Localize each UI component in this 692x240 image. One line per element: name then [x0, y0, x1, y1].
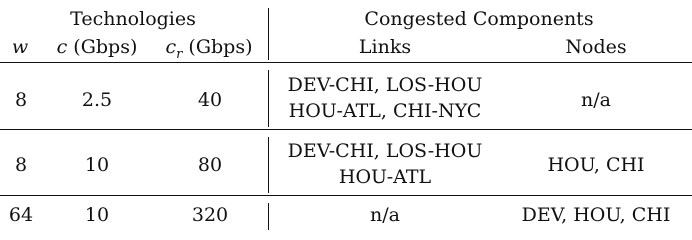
row-3-w: 64: [8, 204, 34, 226]
unit-cr: (Gbps): [182, 36, 253, 58]
symbol-c: c: [56, 36, 68, 58]
row-1-links-line-2: HOU-ATL, CHI-NYC: [288, 100, 482, 122]
row-1-c: 2.5: [81, 89, 113, 111]
col-header-c: [57, 36, 138, 58]
row-2-c: 10: [84, 154, 110, 176]
symbol-cr: c: [165, 36, 177, 58]
subscript-r: r: [176, 46, 183, 62]
unit-c: (Gbps): [67, 36, 138, 58]
group-header-technologies: Technologies: [70, 8, 196, 30]
row-3-c: 10: [84, 204, 110, 226]
row-1-nodes: n/a: [581, 89, 611, 111]
row-3-nodes: DEV, HOU, CHI: [521, 204, 671, 226]
col-header-w: [12, 36, 28, 58]
col-header-nodes: Nodes: [565, 36, 627, 58]
row-1-links-line-1: DEV-CHI, LOS-HOU: [287, 74, 483, 96]
row-3-links: n/a: [370, 204, 400, 226]
row-3-cr: 320: [191, 204, 229, 226]
row-2-nodes: HOU, CHI: [547, 154, 645, 176]
column-separator-row-1: [268, 70, 269, 127]
row-rule-2: [0, 195, 692, 196]
row-2-w: 8: [14, 154, 28, 176]
column-separator-row-3: [268, 203, 269, 230]
col-header-links: Links: [358, 36, 412, 58]
row-rule-1: [0, 129, 692, 130]
row-2-cr: 80: [197, 154, 223, 176]
row-1-w: 8: [14, 89, 28, 111]
row-2-links-line-1: DEV-CHI, LOS-HOU: [287, 140, 483, 162]
symbol-w: w: [11, 36, 29, 58]
row-1-cr: 40: [197, 89, 223, 111]
group-header-congested-components: Congested Components: [364, 8, 594, 30]
header-rule: [0, 62, 692, 63]
column-separator-header: [268, 8, 269, 60]
row-2-links-line-2: HOU-ATL: [338, 166, 432, 188]
column-separator-row-2: [268, 137, 269, 193]
